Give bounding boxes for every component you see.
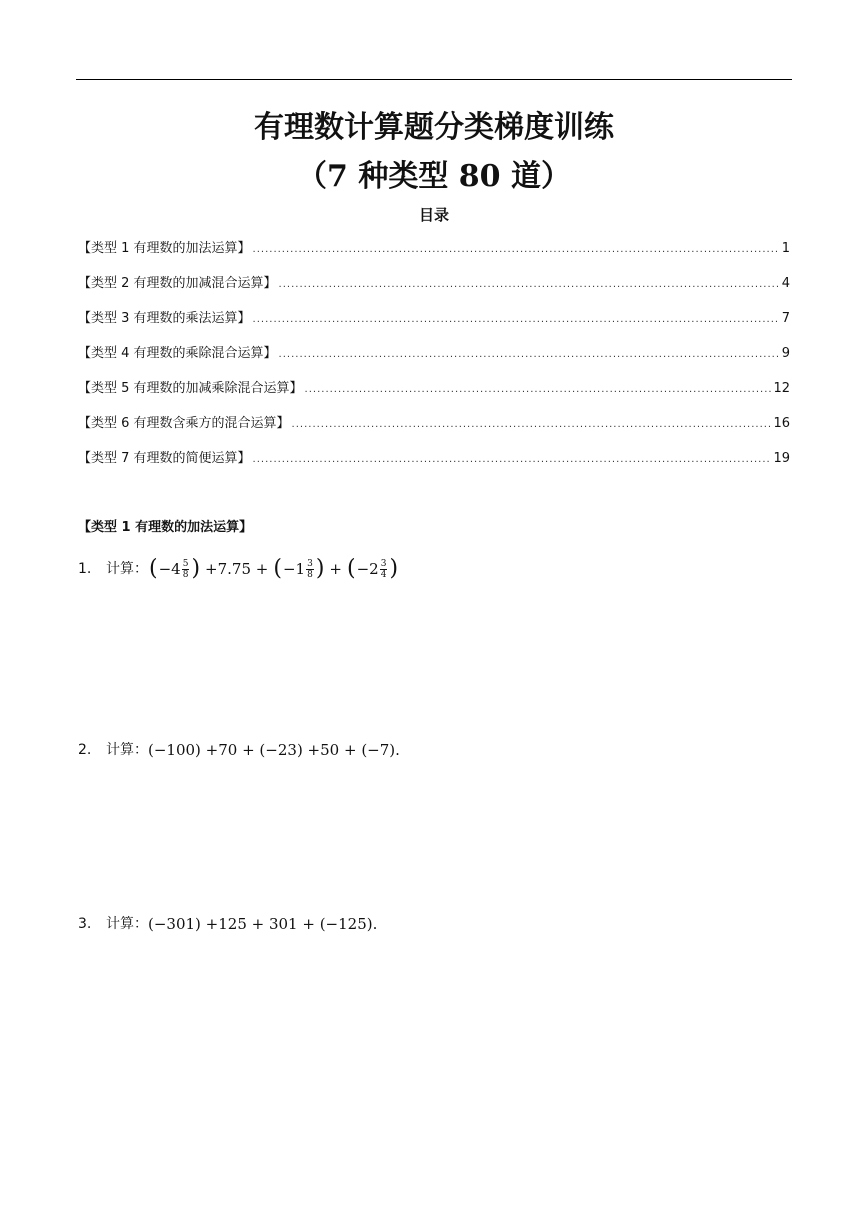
toc-leader-dots (305, 380, 772, 400)
question-expression: (−100) +70 + (−23) +50 + (−7). (148, 741, 400, 759)
toc-entry-label: 【类型 7 有理数的简便运算】 (78, 451, 251, 466)
toc-entry-label: 【类型 6 有理数含乘方的混合运算】 (78, 416, 290, 431)
toc-entry-page: 16 (773, 416, 790, 431)
section-heading: 【类型 1 有理数的加法运算】 (78, 520, 253, 535)
question-3 (78, 912, 377, 936)
toc-entry[interactable] (78, 344, 790, 379)
toc-entry-label: 【类型 2 有理数的加减混合运算】 (78, 276, 277, 291)
left-paren: ( (149, 556, 158, 581)
numerator: 5 (182, 558, 189, 569)
mixed-whole: −2 (356, 560, 379, 578)
toc-entry-label: 【类型 5 有理数的加减乘除混合运算】 (78, 381, 303, 396)
toc-entry-page: 1 (781, 241, 790, 256)
mixed-whole: −4 (158, 560, 181, 578)
document-title: 有理数计算题分类梯度训练 (254, 110, 614, 145)
right-paren: ) (315, 556, 325, 581)
toc-entry[interactable] (78, 239, 790, 274)
toc-entry-page: 9 (781, 346, 790, 361)
right-paren: ) (389, 556, 399, 581)
question-1 (78, 557, 399, 581)
toc-leader-dots (253, 310, 780, 330)
toc-entry-page: 12 (773, 381, 790, 396)
toc-entry-page: 7 (781, 311, 790, 326)
fraction (380, 559, 388, 580)
toc-entry[interactable] (78, 449, 790, 484)
question-prefix: 计算： (106, 561, 148, 577)
denominator: 8 (182, 569, 189, 580)
table-of-contents (78, 239, 790, 484)
toc-entry[interactable] (78, 379, 790, 414)
left-paren: ( (273, 556, 282, 581)
question-prefix: 计算： (106, 742, 148, 758)
toc-heading: 目录 (418, 206, 449, 224)
toc-entry[interactable] (78, 414, 790, 449)
toc-entry[interactable] (78, 274, 790, 309)
toc-leader-dots (279, 345, 780, 365)
question-2 (78, 738, 400, 762)
toc-entry-page: 19 (773, 451, 790, 466)
fraction (306, 559, 314, 580)
question-number: 3. (78, 916, 92, 932)
question-prefix: 计算： (106, 916, 148, 932)
left-paren: ( (346, 556, 356, 581)
toc-entry-label: 【类型 1 有理数的加法运算】 (78, 241, 251, 256)
question-number: 2. (78, 742, 92, 758)
toc-leader-dots (253, 240, 780, 260)
question-number: 1. (78, 561, 92, 577)
toc-leader-dots (253, 450, 772, 470)
toc-leader-dots (279, 275, 780, 295)
toc-entry-label: 【类型 4 有理数的乘除混合运算】 (78, 346, 277, 361)
numerator: 3 (307, 558, 313, 569)
toc-entry-page: 4 (781, 276, 790, 291)
expression-operator: + (329, 560, 342, 578)
toc-entry-label: 【类型 3 有理数的乘法运算】 (78, 311, 251, 326)
question-expression (148, 557, 399, 581)
header-rule (76, 79, 792, 80)
denominator: 8 (307, 569, 313, 580)
right-paren: ) (191, 556, 201, 581)
mixed-whole: −1 (282, 560, 306, 578)
toc-leader-dots (292, 415, 772, 435)
denominator: 4 (380, 569, 387, 580)
expression-term: +7.75 + (205, 560, 269, 578)
question-expression: (−301) +125 + 301 + (−125). (148, 915, 378, 933)
toc-entry[interactable] (78, 309, 790, 344)
numerator: 3 (380, 558, 387, 569)
document-subtitle: （7 种类型 80 道） (297, 159, 571, 194)
fraction (182, 559, 190, 580)
